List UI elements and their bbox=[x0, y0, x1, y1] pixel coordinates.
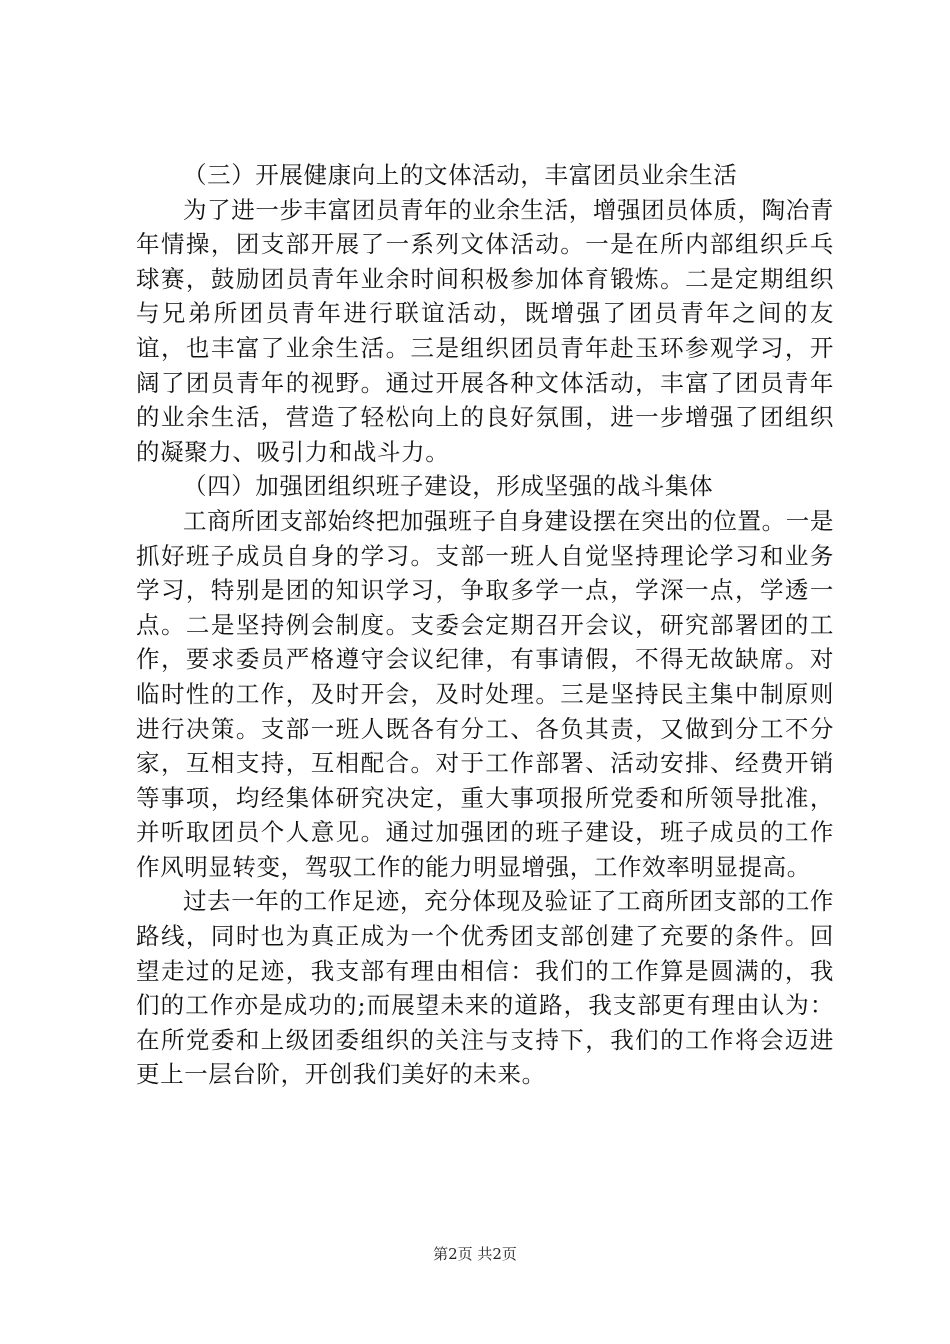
paragraph-cultural-activities: 为了进一步丰富团员青年的业余生活，增强团员体质，陶冶青年情操，团支部开展了一系列文体活动。一是在所内部组织乒乓球赛，鼓励团员青年业余时间积极参加体育锻炼。二是定期组织与兄弟所团员青年进行联谊活动，既增强了团员青年之间的友谊，也丰富了业余生活。三是组织团员青年赴玉环参观学习，开阔了团员青年的视野。通过开展各种文体活动，丰富了团员青年的业余生活，营造了轻松向上的良好氛围，进一步增强了团组织的凝聚力、吸引力和战斗力。 bbox=[136, 195, 834, 466]
paragraph-conclusion: 过去一年的工作足迹，充分体现及验证了工商所团支部的工作路线，同时也为真正成为一个优秀团支部创建了充要的条件。回望走过的足迹，我支部有理由相信：我们的工作算是圆满的，我们的工作亦是成功的;而展望未来的道路，我支部更有理由认为：在所党委和上级团委组织的关注与支持下，我们的工作将会迈进更上一层台阶，开创我们美好的未来。 bbox=[136, 887, 834, 1089]
section-heading-4: （四）加强团组织班子建设，形成坚强的战斗集体 bbox=[183, 472, 714, 501]
body-text bbox=[136, 158, 834, 1092]
page-footer: 第2页 共2页 bbox=[433, 1245, 517, 1263]
paragraph-team-building: 工商所团支部始终把加强班子自身建设摆在突出的位置。一是抓好班子成员自身的学习。支部一班人自觉坚持理论学习和业务学习，特别是团的知识学习，争取多学一点，学深一点，学透一点。二是坚持例会制度。支委会定期召开会议，研究部署团的工作，要求委员严格遵守会议纪律，有事请假，不得无故缺席。对临时性的工作，及时开会，及时处理。三是坚持民主集中制原则进行决策。支部一班人既各有分工、各负其责，又做到分工不分家，互相支持，互相配合。对于工作部署、活动安排、经费开销等事项，均经集体研究决定，重大事项报所党委和所领导批准，并听取团员个人意见。通过加强团的班子建设，班子成员的工作作风明显转变，驾驭工作的能力明显增强，工作效率明显提高。 bbox=[136, 506, 834, 881]
section-heading-3: （三）开展健康向上的文体活动，丰富团员业余生活 bbox=[183, 161, 738, 189]
